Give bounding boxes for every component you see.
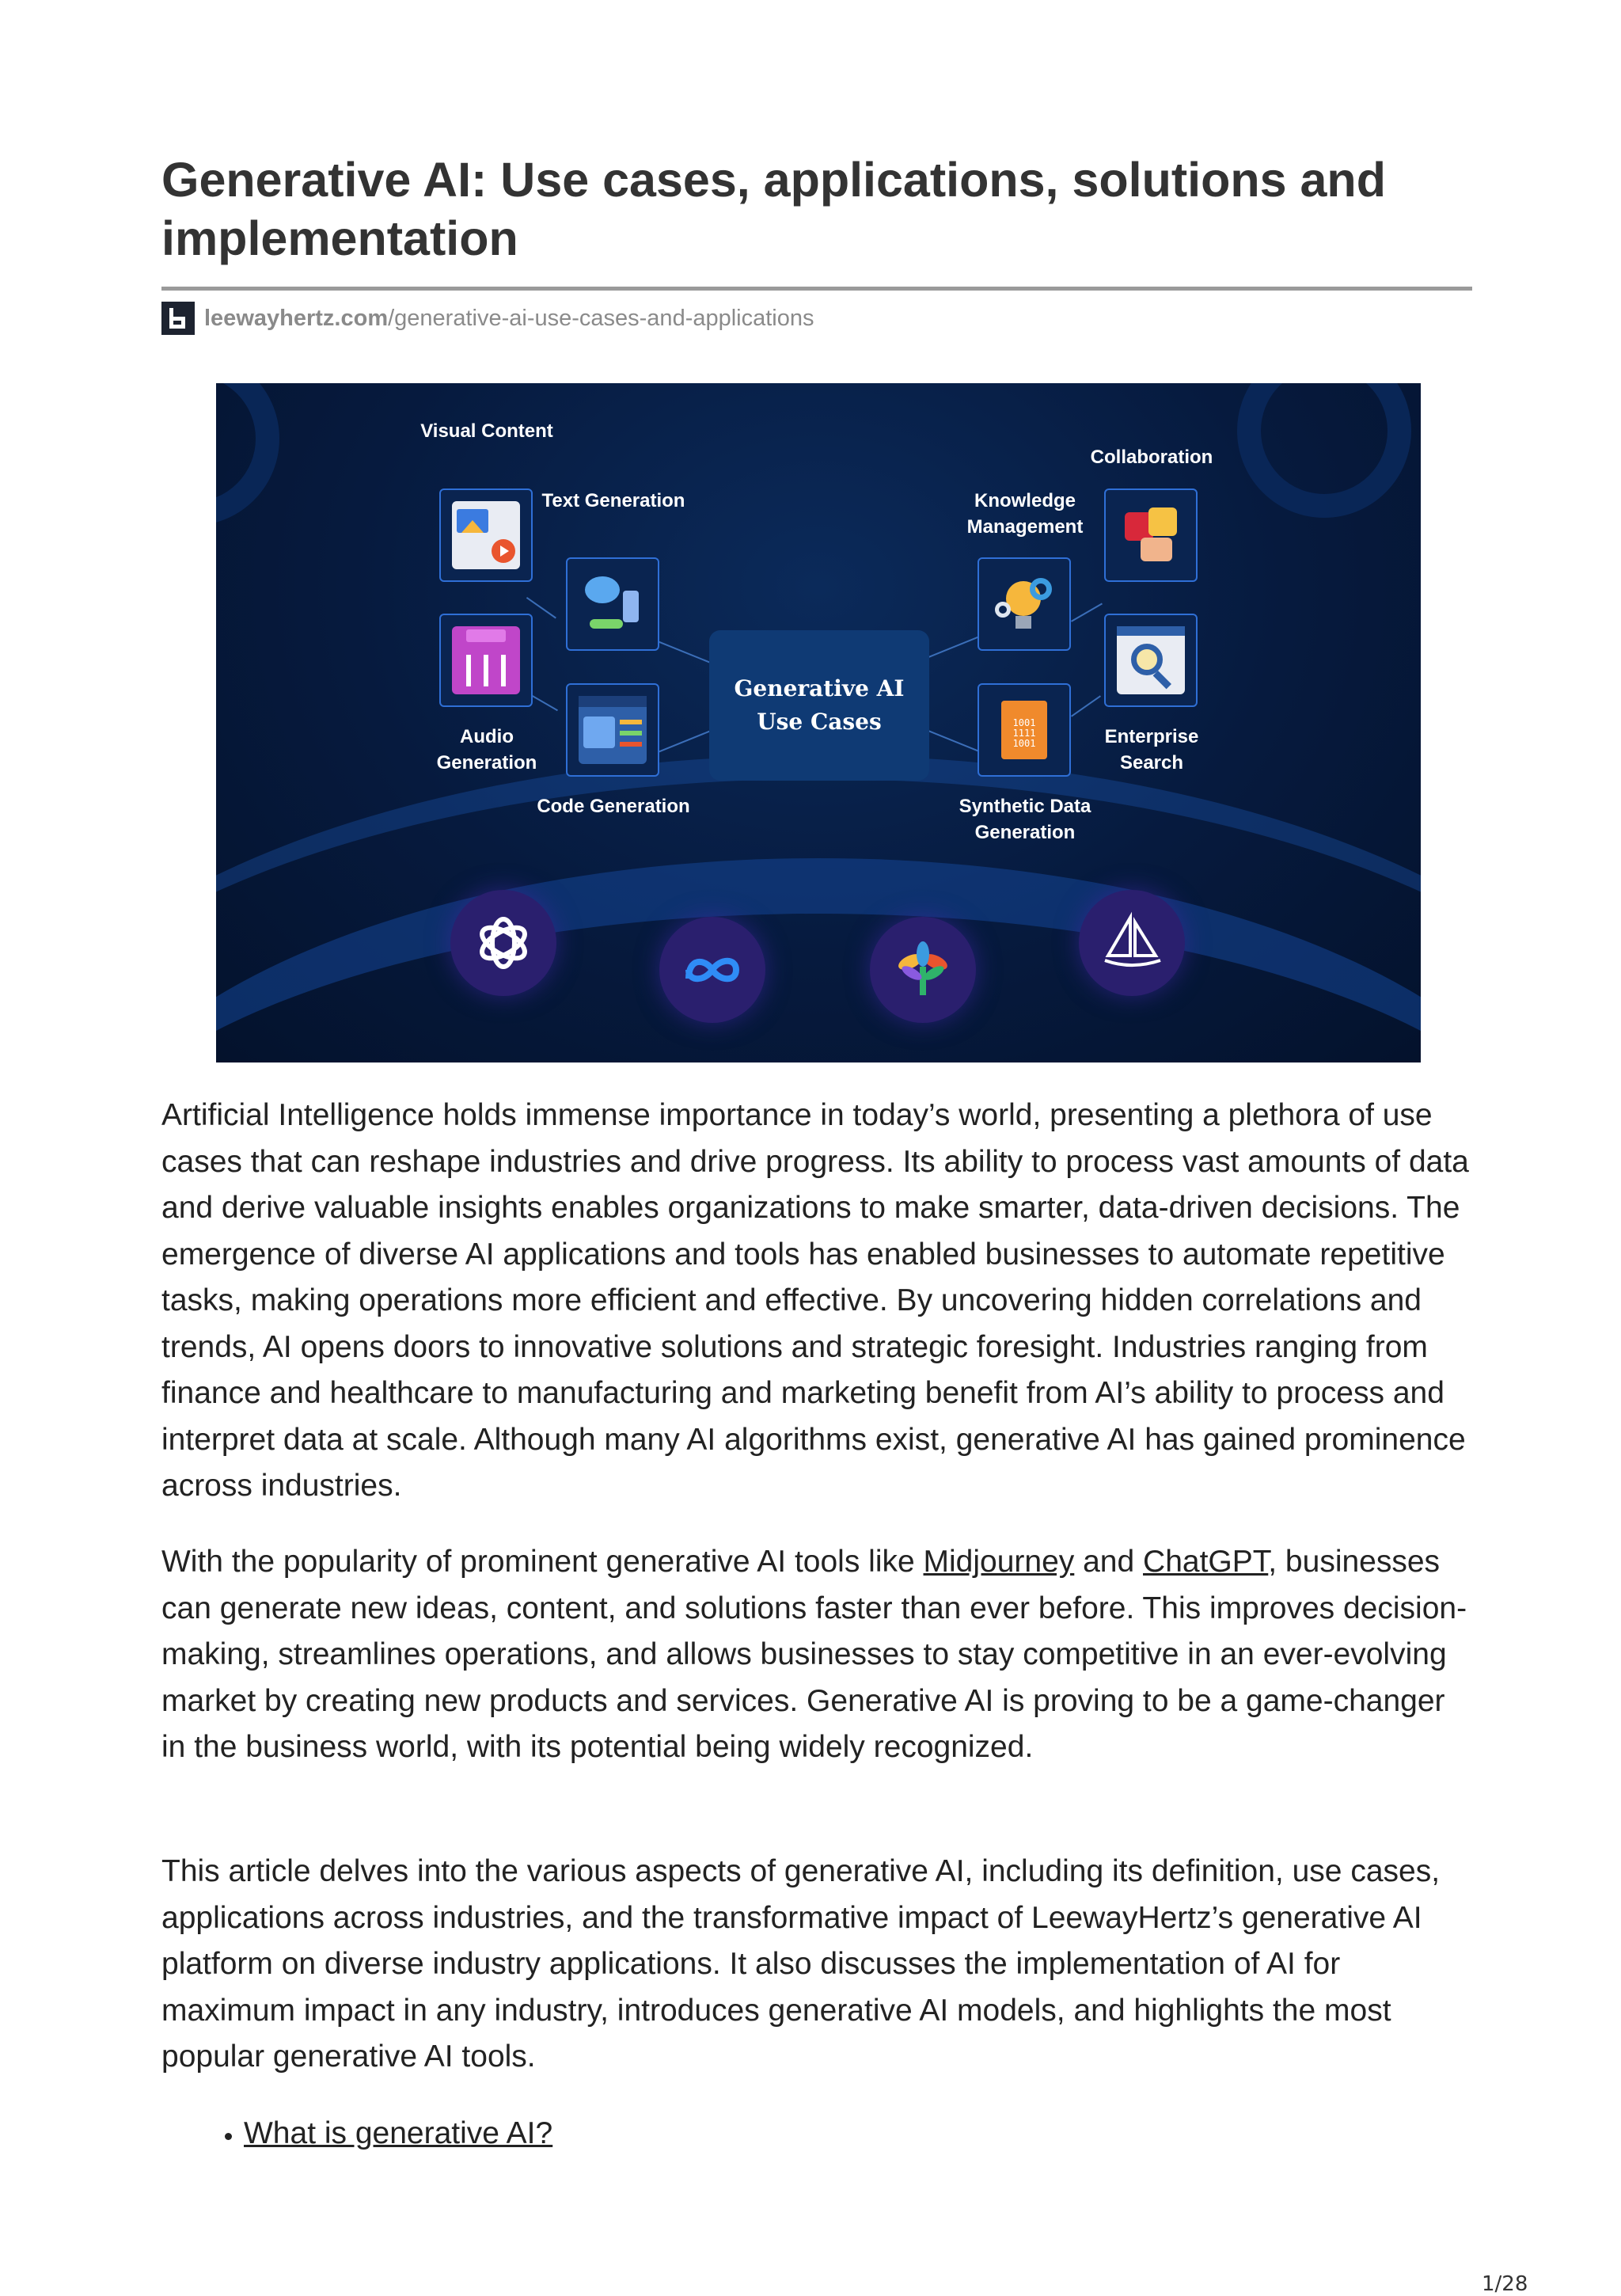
table-of-contents bbox=[161, 2111, 552, 2157]
knowledge-management-icon bbox=[978, 557, 1071, 651]
source-domain[interactable]: leewayhertz.com bbox=[204, 305, 389, 331]
label-collaboration: Collaboration bbox=[1090, 447, 1213, 468]
overview-paragraph: This article delves into the various aspects of generative AI, including its definition, use cases, applications across industries, and the transformative impact of LeewayHertz’s generative AI platform on diverse industry applications. It also discusses the implementation of AI for maximum impact in any industry, introduces generative AI models, and highlights the most popular generative AI tools. bbox=[161, 1854, 1441, 2074]
chatgpt-link[interactable]: ChatGPT bbox=[1143, 1545, 1269, 1579]
tools-paragraph: With the popularity of prominent generative AI tools like Midjourney and ChatGPT, businesses can generate new ideas, content, and solutions faster than ever before. This improves decision-making, streamlines operations, and allows businesses to stay competitive in an ever-evolving market by creating new products and services. Generative AI is proving to be a game-changer in the business world, with its potential being widely recognized. bbox=[161, 1545, 1467, 1764]
label-enterprise-search: Enterprise Search bbox=[1104, 726, 1199, 774]
text-generation-icon bbox=[566, 557, 659, 651]
leewayhertz-logo-icon bbox=[161, 302, 195, 335]
hero-image bbox=[216, 383, 1421, 1062]
title-divider bbox=[161, 287, 1472, 291]
article-title: Generative AI: Use cases, applications, solutions and implementation bbox=[161, 153, 1386, 265]
midjourney-link[interactable]: Midjourney bbox=[923, 1545, 1075, 1579]
label-synthetic-data-generation: Synthetic Data Generation bbox=[959, 796, 1091, 843]
intro-paragraph: Artificial Intelligence holds immense importance in today’s world, presenting a plethora of use cases that can reshape industries and drive progress. Its ability to process vast amounts of data and derive valuable insights enables organizations to make smarter, data-driven decisions. The emergence of diverse AI applications and tools has enabled businesses to automate repetitive tasks, making operations more efficient and effective. By uncovering hidden correlations and trends, AI opens doors to innovative solutions and strategic foresight. Industries ranging from finance and healthcare to manufacturing and marketing benefit from AI’s ability to process and interpret data at scale. Although many AI algorithms exist, generative AI has gained prominence across industries. bbox=[161, 1098, 1469, 1503]
label-knowledge-management: Knowledge Management bbox=[966, 490, 1084, 538]
chatgpt-logo-icon bbox=[450, 890, 556, 996]
collaboration-icon bbox=[1104, 488, 1198, 582]
audio-generation-icon bbox=[439, 614, 533, 707]
label-audio-generation: Audio Generation bbox=[436, 726, 537, 774]
center-title: Generative AI Use Cases bbox=[709, 630, 929, 781]
code-generation-icon bbox=[566, 683, 659, 777]
toc-item bbox=[244, 2111, 552, 2157]
source-line[interactable] bbox=[161, 301, 814, 336]
page-number: 1/28 bbox=[1482, 2272, 1528, 2296]
visual-content-icon bbox=[439, 488, 533, 582]
source-path[interactable]: /generative-ai-use-cases-and-applications bbox=[388, 305, 814, 331]
label-code-generation: Code Generation bbox=[537, 796, 690, 817]
label-visual-content: Visual Content bbox=[420, 420, 553, 442]
toc-link-what-is-generative-ai[interactable]: What is generative AI? bbox=[244, 2116, 553, 2150]
midjourney-logo-icon bbox=[1079, 890, 1185, 996]
meta-logo-icon bbox=[659, 917, 765, 1023]
palm-logo-icon bbox=[870, 917, 976, 1023]
label-text-generation: Text Generation bbox=[541, 490, 685, 511]
synthetic-data-icon: 1001 1111 1001 bbox=[978, 683, 1071, 777]
enterprise-search-icon bbox=[1104, 614, 1198, 707]
